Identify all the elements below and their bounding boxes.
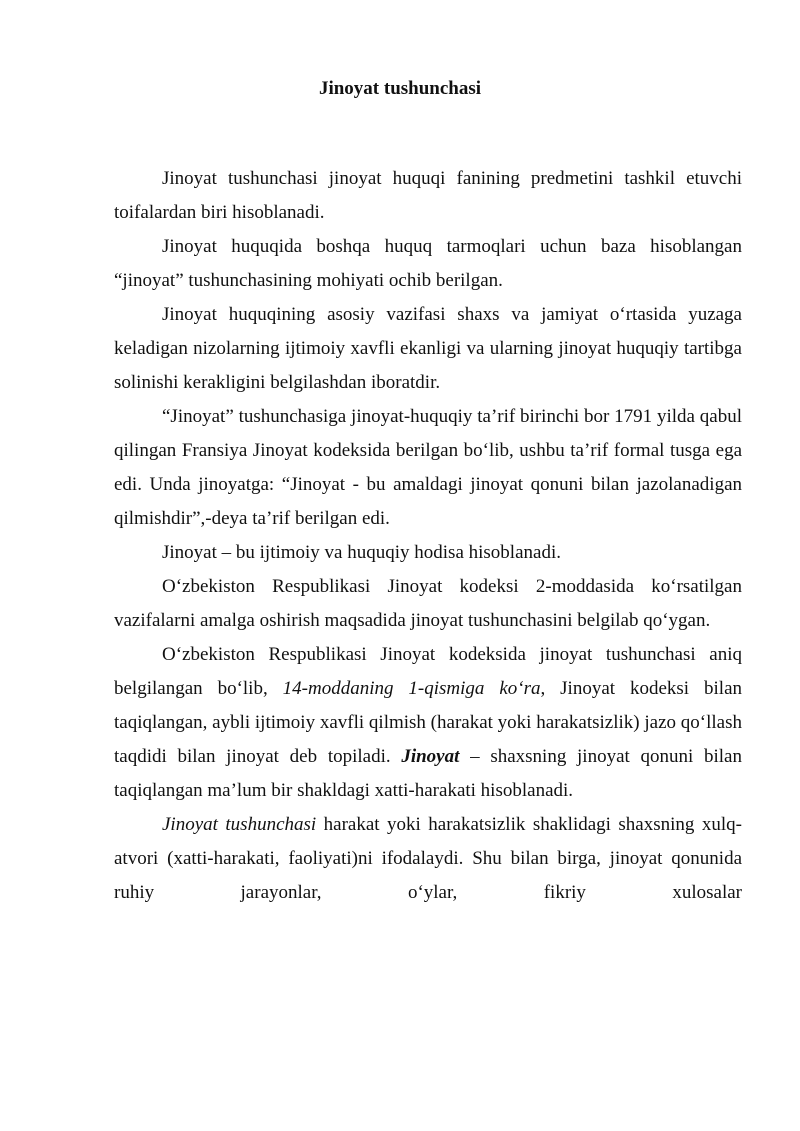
paragraph: “Jinoyat” tushunchasiga jinoyat-huquqiy ta’rif birinchi bor 1791 yilda qabul qilingan Fransiya Jinoyat kodeksida berilgan bo‘lib, ushbu ta’rif formal tusga ega edi. Unda jinoyatga: “Jinoyat - bu amaldagi jinoyat qonuni bilan jazolanadigan qilmishdir”,-deya ta’rif berilgan edi. (114, 406, 742, 529)
article-reference: 14-moddaning 1-qismiga ko‘ra (282, 678, 541, 699)
defined-term: Jinoyat (401, 746, 460, 767)
document-title: Jinoyat tushunchasi (318, 78, 482, 99)
paragraph: Jinoyat huquqining asosiy vazifasi shaxs va jamiyat o‘rtasida yuzaga keladigan nizolarning ijtimoiy xavfli ekanligi va ularning jinoyat huquqiy tartibga solinishi kerakligini belgilashdan iboratdir. (114, 304, 742, 393)
paragraph: O‘zbekiston Respublikasi Jinoyat kodeksi 2-moddasida ko‘rsatilgan vazifalarni amalga oshirish maqsadida jinoyat tushunchasini belgilab qo‘ygan. (114, 576, 742, 631)
paragraph-text: – shaxsning jinoyat qonuni bilan taqiqlangan ma’lum bir shakldagi xatti-harakati hisoblanadi. (114, 746, 742, 801)
document-body (114, 162, 742, 910)
paragraph: Jinoyat huquqida boshqa huquq tarmoqlari uchun baza hisoblangan “jinoyat” tushunchasining mohiyati ochib berilgan. (114, 236, 742, 291)
paragraph: Jinoyat tushunchasi jinoyat huquqi fanining predmetini tashkil etuvchi toifalardan biri hisoblanadi. (114, 168, 742, 223)
paragraph-text: harakat yoki harakatsizlik shaklidagi shaxsning xulq-atvori (xatti-harakati, faoliyati)ni ifodalaydi. Shu bilan birga, jinoyat qonunida ruhiy jarayonlar, o‘ylar, fikriy xulosalar (114, 814, 742, 903)
defined-term: Jinoyat tushunchasi (162, 814, 317, 835)
paragraph (114, 638, 742, 808)
paragraph-text: , Jinoyat kodeksi bilan taqiqlangan, aybli ijtimoiy xavfli qilmish (harakat yoki harakatsizlik) jazo qo‘llash taqdidi bilan jinoyat deb topiladi. (114, 678, 743, 767)
paragraph-text: O‘zbekiston Respublikasi Jinoyat kodeksida jinoyat tushunchasi aniq belgilangan bo‘lib, (114, 644, 742, 699)
paragraph: Jinoyat – bu ijtimoiy va huquqiy hodisa hisoblanadi. (162, 542, 561, 563)
paragraph (114, 808, 742, 910)
